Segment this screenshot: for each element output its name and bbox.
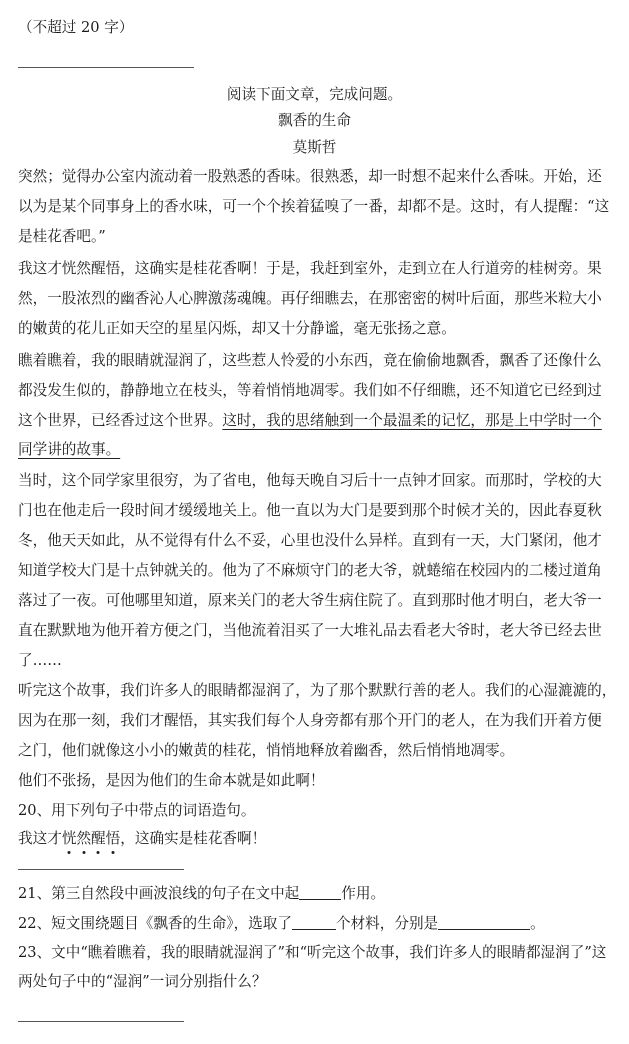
header-note: （不超过 20 字） bbox=[18, 19, 134, 36]
dotted-char-text: 醒 bbox=[91, 830, 106, 847]
paragraph-4-line-4: 知道学校大门是十点钟就关的。他为了不麻烦守门的老大爷，就蜷缩在校园内的二楼过道角 bbox=[18, 562, 602, 579]
paragraph-4-line-1: 当时，这个同学家里很穷，为了省电，他每天晚自习后十一点钟才回家。而那时，学校的大 bbox=[18, 472, 602, 489]
emphasis-dot bbox=[111, 851, 114, 854]
paragraph-4-line-2: 门也在他走后一段时间才缓缓地关上。他一直以为大门是要到那个时候才关的，因此春夏秋 bbox=[18, 502, 602, 519]
dotted-char bbox=[62, 830, 77, 847]
paragraph-5-line-3: 之门，他们就像这小小的嫩黄的桂花，悄悄地释放着幽香，然后悄悄地凋零。 bbox=[18, 742, 515, 759]
wavy-underlined-sentence-part-2: 同学讲的故事。 bbox=[18, 441, 121, 458]
paragraph-4-line-7: 了…… bbox=[18, 652, 62, 669]
answer-line-q20 bbox=[18, 869, 184, 870]
article-author: 莫斯哲 bbox=[292, 139, 337, 156]
question-20: 20、用下列句子中带点的词语造句。 bbox=[18, 802, 256, 819]
paragraph-5-line-1: 听完这个故事，我们许多人的眼睛都湿润了，为了那个默默行善的老人。我们的心湿漉漉的， bbox=[18, 682, 617, 699]
question-20-sentence-rest: ，这确实是桂花香啊！ bbox=[120, 830, 267, 847]
emphasis-dot bbox=[97, 851, 100, 854]
dotted-char-text: 悟 bbox=[105, 830, 121, 847]
question-22 bbox=[18, 914, 545, 934]
paragraph-4-line-6: 直在默默地为他开着方便之门，当他流着泪买了一大堆礼品去看老大爷时，老大爷已经去世 bbox=[18, 622, 602, 639]
paragraph-3-line-4 bbox=[18, 440, 120, 460]
dotted-char bbox=[76, 830, 91, 847]
dotted-char bbox=[91, 830, 106, 847]
answer-line-top bbox=[18, 67, 194, 68]
paragraph-1-line-2: 以为是某个同事身上的香水味，可一个个挨着猛嗅了一番，却都不是。这时，有人提醒：“这 bbox=[18, 198, 610, 215]
paragraph-6: 他们不张扬，是因为他们的生命本就是如此啊！ bbox=[18, 772, 325, 789]
dotted-char: 才 bbox=[47, 830, 62, 847]
paragraph-2-line-2: 然，一股浓烈的幽香沁人心脾激荡魂魄。再仔细瞧去，在那密密的树叶后面，那些米粒大小 bbox=[18, 290, 602, 307]
paragraph-4-line-5: 落过了一夜。可他哪里知道，原来关门的老大爷生病住院了。直到那时他才明白，老大爷一 bbox=[18, 592, 602, 609]
question-22-text-end: 。 bbox=[530, 915, 545, 932]
wavy-underlined-sentence-part-1: 这时，我的思绪触到一个最温柔的记忆，那是上中学时一个 bbox=[222, 412, 602, 429]
paragraph-3-line-1: 瞧着瞧着，我的眼睛就湿润了，这些惹人怜爱的小东西，竟在偷偷地飘香，飘香了还像什么 bbox=[18, 352, 602, 369]
dotted-char-text: 然 bbox=[76, 830, 92, 847]
question-23-line-2: 两处句子中的“湿润”一词分别指什么？ bbox=[18, 973, 267, 990]
dotted-char: 我 bbox=[18, 830, 33, 847]
emphasis-dot bbox=[82, 851, 85, 854]
article-title: 飘香的生命 bbox=[278, 112, 351, 129]
dotted-char bbox=[106, 830, 121, 847]
paragraph-3-text: 这个世界，已经香过这个世界。 bbox=[18, 412, 223, 429]
question-22-text-mid: 个材料，分别是 bbox=[335, 915, 439, 932]
question-21-text: 21、第三自然段中画波浪线的句子在文中起 bbox=[18, 885, 300, 902]
question-22-text: 22、短文围绕题目《飘香的生命》，选取了 bbox=[18, 915, 292, 932]
reading-instruction: 阅读下面文章，完成问题。 bbox=[226, 86, 403, 103]
question-21 bbox=[18, 884, 385, 904]
question-21-text-end: 作用。 bbox=[341, 885, 386, 902]
paragraph-1-line-3: 是桂花香吧。” bbox=[18, 228, 106, 245]
paragraph-4-line-3: 冬，他天天如此，从不觉得有什么不妥，心里也没什么异样。直到有一天，大门紧闭，他才 bbox=[18, 532, 602, 549]
emphasis-dot bbox=[68, 851, 71, 854]
dotted-char-text: 恍 bbox=[61, 830, 77, 847]
question-23-line-1: 23、文中“瞧着瞧着，我的眼睛就湿润了”和“听完这个故事，我们许多人的眼睛都湿润了”这 bbox=[18, 944, 607, 961]
paragraph-3-line-2: 都没发生似的，静静地立在枝头，等着悄悄地凋零。我们如不仔细瞧，还不知道它已经到过 bbox=[18, 382, 602, 399]
paragraph-2-line-3: 的嫩黄的花儿正如天空的星星闪烁，却又十分静谧，毫无张扬之意。 bbox=[18, 320, 456, 337]
fill-blank-q21[interactable] bbox=[299, 885, 341, 900]
paragraph-1-line-1: 突然；觉得办公室内流动着一股熟悉的香味。很熟悉，却一时想不起来什么香味。开始，还 bbox=[18, 168, 602, 185]
paragraph-2-line-1: 我这才恍然醒悟，这确实是桂花香啊！于是，我赶到室外，走到立在人行道旁的桂树旁。果 bbox=[18, 260, 602, 277]
paragraph-5-line-2: 因为在那一刻，我们才醒悟，其实我们每个人身旁都有那个开门的老人，在为我们开着方便 bbox=[18, 712, 602, 729]
answer-line-q23 bbox=[18, 1021, 184, 1022]
dotted-char: 这 bbox=[32, 830, 48, 847]
fill-blank-q22-materials[interactable] bbox=[438, 915, 530, 930]
fill-blank-q22-count[interactable] bbox=[292, 915, 336, 930]
paragraph-3-line-3 bbox=[18, 411, 602, 431]
question-20-sentence bbox=[18, 829, 266, 849]
